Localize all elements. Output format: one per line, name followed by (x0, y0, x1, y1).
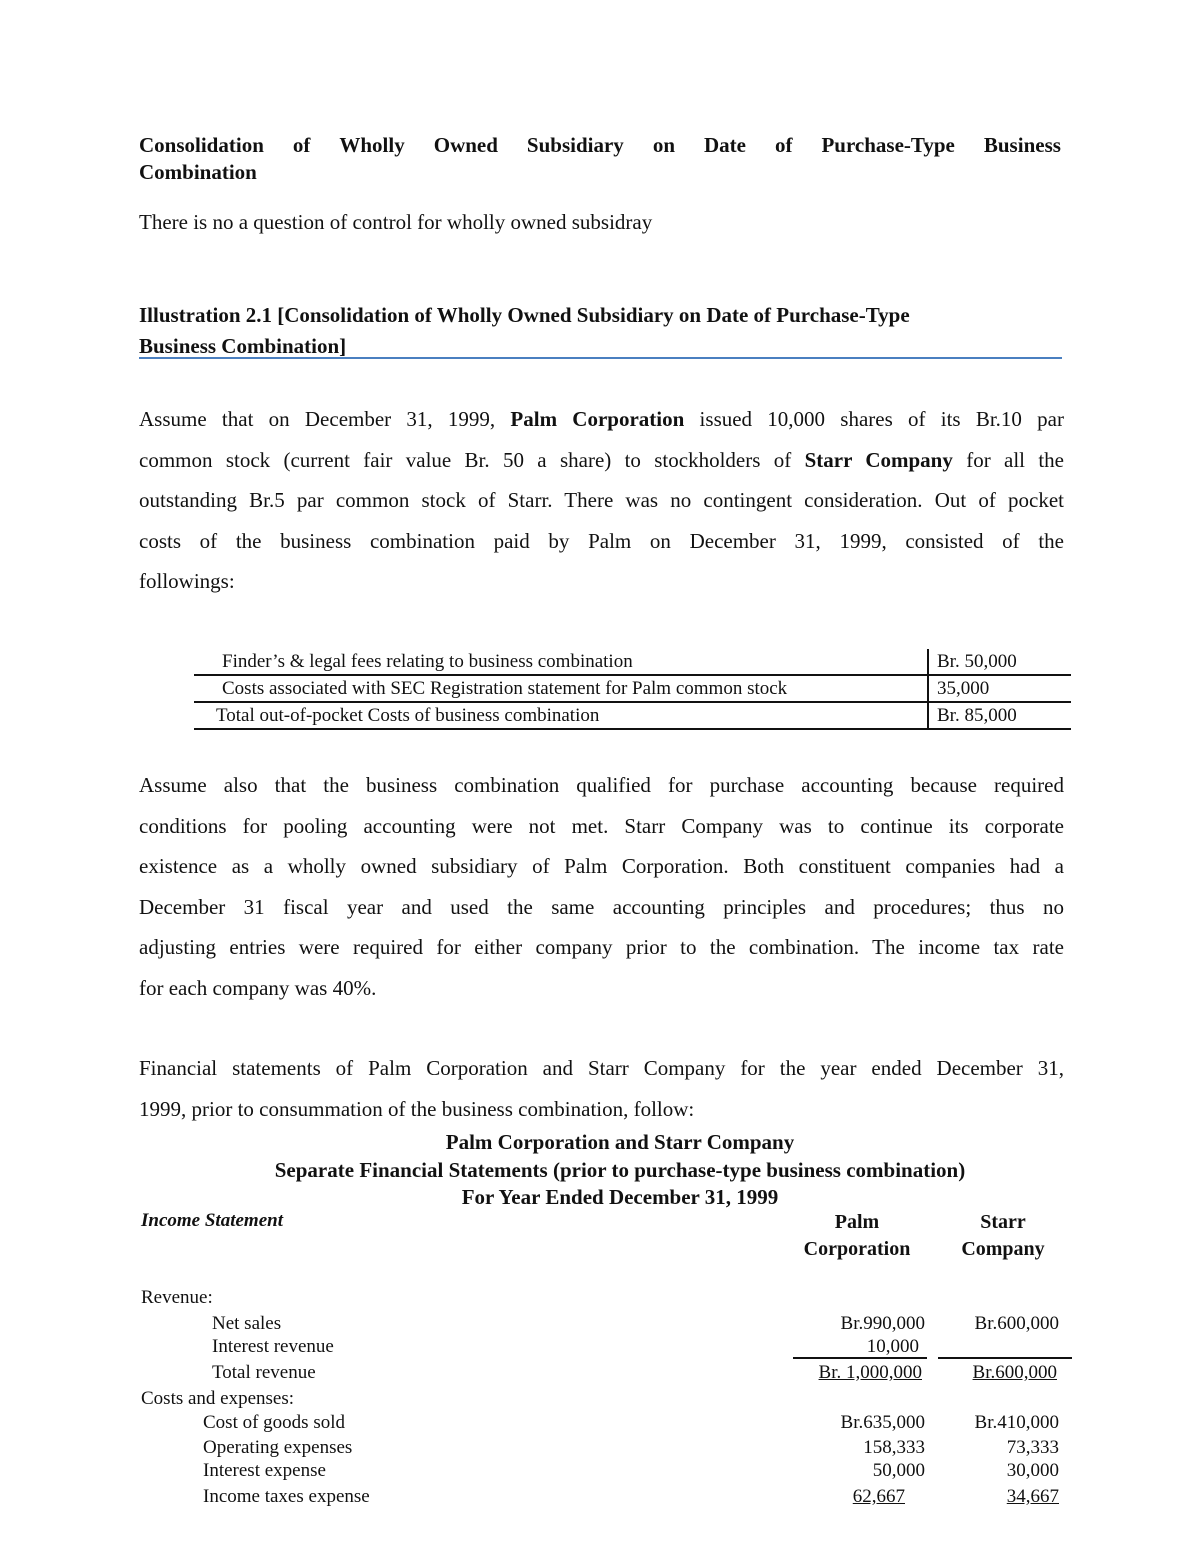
paragraph-line: conditions for pooling accounting were not met. Starr Company was to continue its corporate (139, 813, 1064, 838)
paragraph-line: December 31 fiscal year and used the same accounting principles and procedures; thus no (139, 894, 1064, 919)
table-row (194, 675, 1071, 702)
cogs-palm: Br.635,000 (840, 1412, 925, 1433)
intro-text: There is no a question of control for wholly owned subsidray (139, 210, 653, 234)
column-header-line: Company (961, 1238, 1045, 1260)
paragraph-line: adjusting entries were required for either company prior to the combination. The income tax rate (139, 935, 1064, 959)
interest-expense-palm: 50,000 (872, 1460, 925, 1481)
paragraph-financial-statements (139, 1048, 1064, 1129)
heading-word: of (774, 133, 793, 157)
interest-revenue-palm: 10,000 (866, 1336, 919, 1357)
paragraph-line (139, 399, 1064, 440)
paragraph-line: Assume also that the business combination qualified for purchase accounting because required (139, 773, 1064, 797)
illustration-underline (139, 357, 1062, 359)
net-sales-palm: Br.990,000 (840, 1313, 925, 1334)
interest-revenue-label: Interest revenue (212, 1336, 334, 1357)
heading-word: on (652, 133, 675, 157)
cost-description: Costs associated with SEC Registration statement for Palm common stock (194, 675, 928, 702)
table-row (194, 702, 1071, 729)
paragraph-line: Financial statements of Palm Corporation and Starr Company for the year ended December 31, (139, 1056, 1064, 1080)
heading-word: of (292, 133, 311, 157)
opex-starr: 73,333 (1006, 1437, 1059, 1458)
cogs-starr: Br.410,000 (974, 1412, 1059, 1433)
paragraph-purchase-accounting (139, 765, 1064, 1008)
paragraph-line: outstanding Br.5 par common stock of Starr. There was no contingent consideration. Out of pocket (139, 488, 1064, 512)
cost-amount: 35,000 (928, 675, 1071, 702)
opex-palm: 158,333 (863, 1437, 925, 1458)
column-header-line: Starr (980, 1211, 1026, 1233)
tax-expense-label: Income taxes expense (203, 1486, 370, 1507)
heading-word: Business (983, 133, 1061, 157)
section-heading-line1 (139, 132, 1061, 159)
illustration-line2: Business Combination] (139, 334, 347, 358)
interest-expense-label: Interest expense (203, 1460, 326, 1481)
total-revenue-starr: Br.600,000 (972, 1362, 1057, 1383)
paragraph-line: 1999, prior to consummation of the business combination, follow: (139, 1096, 695, 1121)
net-sales-label: Net sales (212, 1313, 282, 1334)
statement-title-line2: Separate Financial Statements (prior to purchase-type business combination) (274, 1157, 966, 1182)
opex-label: Operating expenses (203, 1437, 353, 1458)
heading-word: Purchase-Type (821, 133, 955, 157)
section-heading-line2: Combination (139, 160, 257, 184)
cost-amount: Br. 50,000 (928, 649, 1071, 675)
table-row (194, 649, 1071, 675)
heading-word: Consolidation (139, 133, 264, 157)
cost-description: Total out-of-pocket Costs of business combination (194, 702, 928, 729)
text-run: issued 10,000 shares of its Br.10 par (684, 407, 1064, 431)
company-name-starr: Starr Company (804, 447, 953, 472)
paragraph-line: existence as a wholly owned subsidiary of Palm Corporation. Both constituent companies had a (139, 854, 1064, 878)
section-heading (139, 132, 1061, 186)
text-run: Assume that on December 31, 1999, (139, 407, 511, 431)
tax-expense-starr: 34,667 (1006, 1486, 1059, 1507)
statement-title (0, 1129, 1200, 1212)
illustration-heading (139, 300, 1061, 362)
net-sales-starr: Br.600,000 (974, 1313, 1059, 1334)
cost-description: Finder’s & legal fees relating to business combination (222, 651, 633, 672)
cogs-label: Cost of goods sold (203, 1412, 345, 1433)
total-revenue-palm: Br. 1,000,000 (818, 1362, 922, 1383)
interest-expense-starr: 30,000 (1006, 1460, 1059, 1481)
text-run: common stock (current fair value Br. 50 a share) to stockholders of (139, 447, 805, 472)
statement-title-line1: Palm Corporation and Starr Company (445, 1130, 795, 1154)
company-name-palm: Palm Corporation (510, 407, 685, 431)
column-header-line: Palm (834, 1211, 880, 1233)
income-statement-label: Income Statement (141, 1210, 283, 1231)
subtotal-rule-starr (938, 1357, 1072, 1359)
heading-word: Owned (433, 133, 498, 157)
paragraph-line: followings: (139, 569, 235, 593)
heading-word: Date (704, 133, 746, 157)
paragraph-line: costs of the business combination paid by Palm on December 31, 1999, consisted of the (139, 528, 1064, 553)
costs-label: Costs and expenses: (141, 1388, 295, 1409)
column-header-palm (792, 1209, 922, 1263)
column-header-starr (938, 1209, 1068, 1263)
paragraph-line: for each company was 40%. (139, 975, 377, 1000)
paragraph-line (139, 440, 1064, 481)
heading-word: Wholly (339, 133, 405, 157)
text-run: for all the (952, 447, 1065, 472)
tax-expense-palm: 62,667 (852, 1486, 905, 1507)
subtotal-rule-palm (793, 1357, 927, 1359)
cost-amount: Br. 85,000 (928, 702, 1071, 729)
heading-word: Subsidiary (526, 133, 624, 157)
column-header-line: Corporation (803, 1238, 911, 1260)
revenue-label: Revenue: (141, 1287, 213, 1308)
total-revenue-label: Total revenue (212, 1362, 316, 1383)
paragraph-assumption (139, 399, 1064, 602)
illustration-line1: Illustration 2.1 [Consolidation of Wholly Owned Subsidiary on Date of Purchase-Type (139, 303, 910, 327)
costs-table (194, 649, 1071, 730)
statement-title-line3: For Year Ended December 31, 1999 (461, 1185, 779, 1209)
